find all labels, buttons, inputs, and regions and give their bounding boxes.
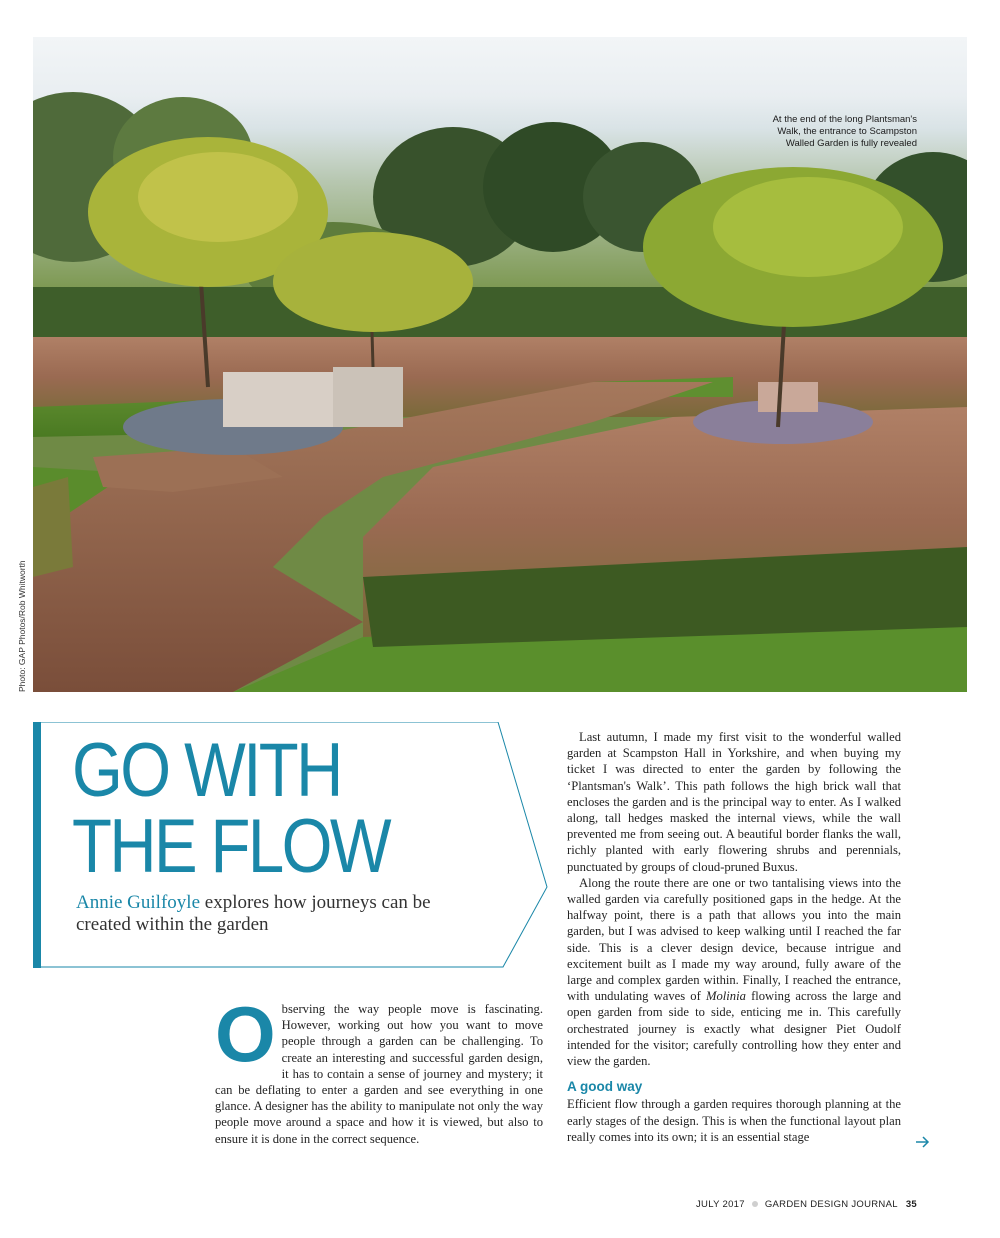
- paragraph-1-text: Last autumn, I made my first visit to the wonderful walled garden at Scampston Hall in Yorkshire, and when buying my ticket I was directed to enter the garden by following the ‘Plantsman's Walk’. This path follows the high brick wall that encloses the garden and is the principal way to enter. As I walked along, tall hedges masked the internal views, while the wall prevented me from seeing out. A beautiful border flanks the wall, richly planted with early flowering shrubs and perennials, punctuated by groups of cloud-pruned Buxus.: [567, 730, 901, 874]
- page-footer: [696, 1199, 917, 1210]
- standfirst-text: explores how journeys can be created within the garden: [76, 892, 431, 935]
- plant-name-molinia: Molinia: [705, 989, 746, 1004]
- issue-date: JULY 2017: [696, 1199, 745, 1210]
- author-name: Annie Guilfoyle: [76, 892, 201, 913]
- paragraph-2: [567, 875, 901, 1069]
- standfirst: [76, 892, 436, 936]
- page-number: 35: [905, 1199, 917, 1210]
- paragraph-2-text-b: flowing across the large and open garden from side to side, enticing me in. This carefully orchestrated journey is exactly what designer Piet Oudolf intended for the visitor; carefully controlling how they enter and view the garden.: [567, 989, 901, 1069]
- headline: [72, 728, 390, 889]
- continue-arrow-icon: [913, 1133, 931, 1151]
- headline-line-2: THE FLOW: [72, 804, 390, 889]
- body-column-left: [215, 990, 543, 1147]
- magazine-name: GARDEN DESIGN JOURNAL: [764, 1199, 898, 1210]
- subheading-a-good-way: A good way: [567, 1079, 643, 1095]
- paragraph-3: [567, 1096, 901, 1145]
- hero-photo: [33, 37, 967, 692]
- intro-paragraph: [215, 990, 543, 1147]
- separator-dot: [752, 1201, 758, 1207]
- drop-cap: O: [215, 990, 276, 1078]
- paragraph-1: [567, 729, 901, 875]
- body-column-right: [567, 729, 901, 1145]
- headline-line-1: GO WITH: [72, 728, 341, 813]
- intro-text: bserving the way people move is fascinating. However, working out how you want to move people through a garden can be challenging. To create an interesting and successful garden design, it has to contain a sense of journey and mystery; it can be deflating to enter a garden and see everything in one glance. A designer has the ability to manipulate not only the way people move around a space and how it is viewed, but also to ensure it is done in the correct sequence.: [215, 1002, 543, 1146]
- photo-caption: At the end of the long Plantsman's Walk, the entrance to Scampston Walled Garden is fully revealed: [772, 114, 917, 149]
- paragraph-2-text-a: Along the route there are one or two tantalising views into the walled garden via carefully positioned gaps in the hedge. At the halfway point, there is a path that allows you into the main garden, but I was advised to keep walking until I reached the far side. This is a clever design device, because intrigue and excitement built as I made my way around, fully aware of the large and complex garden within. Finally, I reached the entrance, with undulating waves of: [567, 875, 901, 1004]
- photo-credit: Photo: GAP Photos/Rob Whitworth: [17, 560, 27, 692]
- paragraph-3-text: Efficient flow through a garden requires thorough planning at the early stages of the design. This is when the functional layout plan really comes into its own; it is an essential stage: [567, 1097, 901, 1144]
